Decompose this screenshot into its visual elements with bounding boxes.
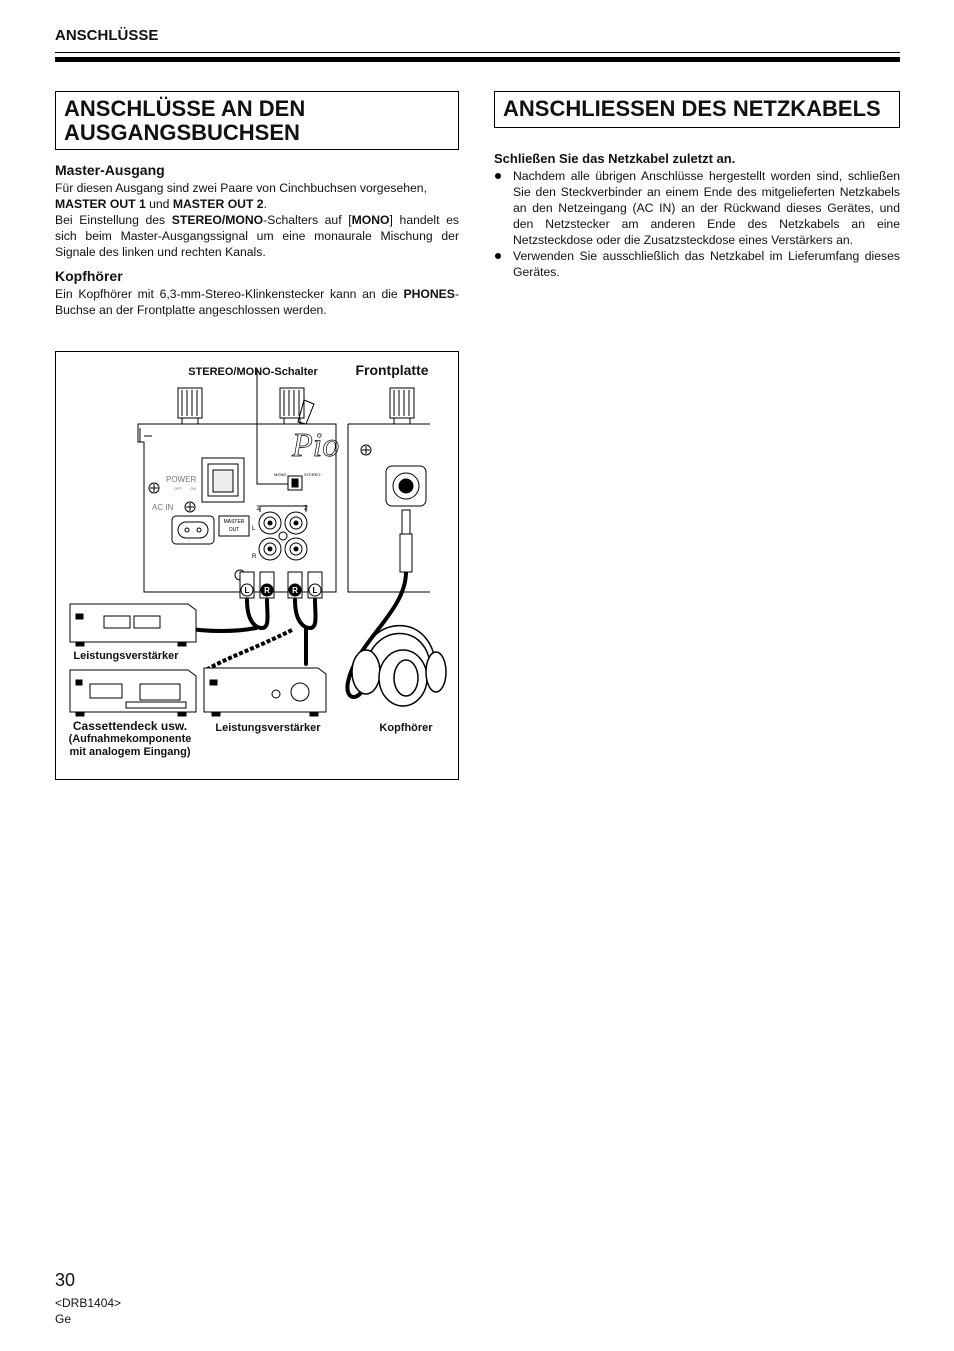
- headphones-paragraph: Ein Kopfhörer mit 6,3-mm-Stereo-Klinkenstecker kann an die PHONES-Buchse an der Frontplatte angeschlossen werden.: [55, 287, 459, 317]
- svg-text:1: 1: [256, 505, 260, 512]
- bullet-item: Verwenden Sie ausschließlich das Netzkabel im Lieferumfang dieses Gerätes.: [494, 248, 900, 280]
- bullet-dot-icon: [495, 253, 501, 259]
- headphones-heading: Kopfhörer: [55, 268, 123, 284]
- connection-diagram-illustration: [56, 352, 458, 779]
- svg-text:MASTER: MASTER: [223, 519, 245, 525]
- left-section-title: [55, 91, 459, 150]
- cassette-label-1: Cassettendeck usw.: [72, 719, 188, 733]
- left-title-line-1: ANSCHLÜSSE AN DEN: [64, 96, 306, 121]
- master-p2: Bei Einstellung des STEREO/MONO-Schalters auf [MONO] handelt es sich beim Master-Ausgangssignal um eine monaurale Mischung der Signale des linken und rechten Kanals.: [55, 213, 460, 259]
- page-number: 30: [55, 1270, 76, 1290]
- header-rule-thin: [55, 52, 900, 53]
- rca-jack-icon: [259, 538, 281, 560]
- headphones-label: Kopfhörer: [379, 722, 433, 734]
- front-panel: [348, 424, 430, 592]
- master-heading: Master-Ausgang: [55, 162, 165, 178]
- svg-text:L: L: [244, 586, 250, 595]
- svg-text:R: R: [252, 554, 257, 560]
- svg-text:ON: ON: [190, 486, 196, 491]
- rca-jack-icon: [285, 512, 307, 534]
- cassette-label-3: mit analogem Eingang): [69, 746, 191, 758]
- phone-plug-icon: [402, 510, 410, 534]
- cassette-label-2: (Aufnahmekomponente: [68, 733, 192, 745]
- svg-text:R: R: [264, 586, 270, 595]
- power-amplifier-1: [70, 604, 196, 646]
- switch-label: STEREO/MONO-Schalter: [188, 366, 318, 378]
- svg-text:L: L: [252, 526, 256, 532]
- svg-text:OUT: OUT: [228, 527, 240, 533]
- svg-text:MONO: MONO: [274, 472, 287, 477]
- knob-icon: [178, 388, 202, 424]
- svg-text:OFF: OFF: [174, 486, 182, 491]
- footer-code: [55, 1295, 121, 1327]
- power-cord-instructions: [494, 151, 900, 280]
- connection-diagram: [55, 351, 459, 780]
- brand-logo: Pio: [292, 427, 340, 464]
- rca-jack-icon: [285, 538, 307, 560]
- left-title-line-2: AUSGANGSBUCHSEN: [64, 120, 300, 145]
- rca-cables: [186, 600, 316, 664]
- language-code: Ge: [55, 1312, 72, 1326]
- section-header: ANSCHLÜSSE: [55, 27, 159, 44]
- master-p1: Für diesen Ausgang sind zwei Paare von Cinchbuchsen vorgesehen, MASTER OUT 1 und MASTER OUT 2.: [55, 181, 427, 211]
- cassette-deck: [70, 670, 196, 716]
- rca-jack-icon: [259, 512, 281, 534]
- bullet-item: Nachdem alle übrigen Anschlüsse hergestellt worden sind, schließen Sie den Steckverbinder an einem Ende des mitgelieferten Netzkabels an den Netzeingang (AC IN) an der Rückwand dieses Gerätes, und den Netzstecker am anderen Ende des Netzkabels an eine Netzsteckdose oder die Zusatzsteckdose eines Verstärkers an.: [494, 168, 900, 248]
- dashed-cable-to-cassette: [206, 630, 292, 670]
- headphones-icon: [352, 626, 446, 706]
- right-section-title: ANSCHLIESSEN DES NETZKABELS: [494, 91, 900, 128]
- power-cord-lead: Schließen Sie das Netzkabel zuletzt an.: [494, 151, 736, 166]
- amplifier-2-label: Leistungsverstärker: [215, 722, 321, 734]
- panel-acin-label: AC IN: [152, 503, 174, 512]
- document-code: <DRB1404>: [55, 1296, 122, 1310]
- master-paragraph: [55, 180, 459, 260]
- svg-text:L: L: [312, 586, 318, 595]
- svg-text:STEREO: STEREO: [304, 472, 321, 477]
- amplifier-1-label: Leistungsverstärker: [73, 650, 179, 662]
- panel-power-label: POWER: [166, 475, 197, 484]
- svg-text:2: 2: [304, 505, 308, 512]
- front-panel-label: Frontplatte: [355, 362, 429, 378]
- knob-icon: [280, 388, 304, 424]
- knob-icon: [390, 388, 414, 424]
- svg-text:R: R: [292, 586, 298, 595]
- bullet-dot-icon: [495, 173, 501, 179]
- header-rule-thick: [55, 57, 900, 62]
- power-amplifier-2: [204, 668, 326, 716]
